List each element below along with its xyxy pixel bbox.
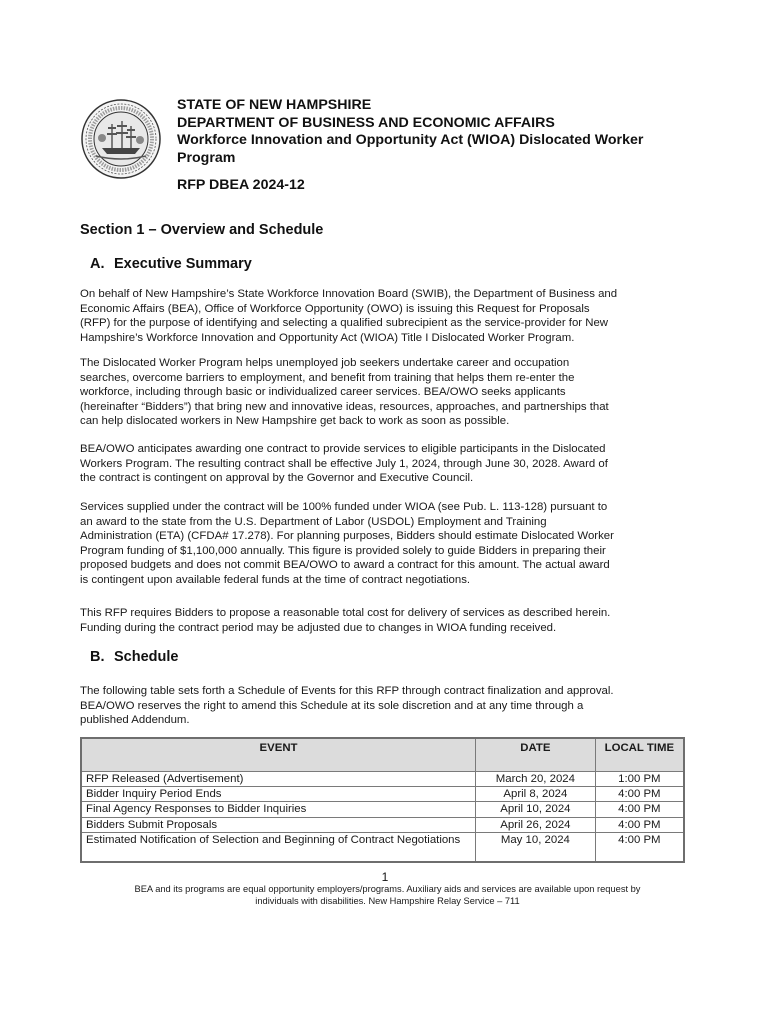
table-header-row [81,738,684,772]
event-cell: Bidders Submit Proposals [81,817,476,832]
text-line: the contract is contingent on approval by the Governor and Executive Council. [80,472,474,485]
table-row [81,817,684,832]
program-title-line-2: Program [177,149,236,166]
text-line: an award to the state from the U.S. Department of Labor (USDOL) Employment and Training [80,515,547,528]
time-cell: 4:00 PM [595,787,684,802]
summary-paragraph-1 [80,287,695,345]
column-header-date: DATE [476,738,596,772]
text-line: Hampshire’s Workforce Innovation and Opportunity Act (WIOA) Title I Dislocated Worker Program. [80,331,575,344]
text-line: Program funding of $1,100,000 annually. This figure is provided solely to guide Bidders in preparing their [80,544,606,557]
table-row [81,772,684,787]
text-line: Funding during the contract period may be adjusted due to changes in WIOA funding received. [80,621,557,634]
event-cell: Estimated Notification of Selection and Beginning of Contract Negotiations [81,832,476,862]
text-line: This RFP requires Bidders to propose a reasonable total cost for delivery of services as described herein. [80,607,611,619]
text-line: published Addendum. [80,714,190,727]
date-cell: May 10, 2024 [476,832,596,862]
text-line: Services supplied under the contract will be 100% funded under WIOA (see Pub. L. 113-128) pursuant to [80,501,608,513]
text-line: proposed budgets and does not commit BEA/OWO to award a contract for this amount. The actual award [80,559,610,572]
text-line: (hereinafter “Bidders”) that bring new and innovative ideas, resources, approaches, and partnerships that [80,400,609,413]
text-line: The Dislocated Worker Program helps unemployed job seekers undertake career and occupation [80,357,570,369]
date-cell: March 20, 2024 [476,772,596,787]
time-cell: 4:00 PM [595,802,684,817]
summary-paragraph-3 [80,442,695,486]
department-name: DEPARTMENT OF BUSINESS AND ECONOMIC AFFAIRS [177,114,555,131]
text-line: On behalf of New Hampshire’s State Workforce Innovation Board (SWIB), the Department of Business and [80,288,618,300]
text-line: BEA/OWO reserves the right to amend this Schedule at its sole discretion and at any time through a [80,699,584,712]
subsection-letter: A. [90,256,105,272]
executive-summary-heading [90,256,252,272]
subsection-letter: B. [90,649,105,665]
schedule-intro [80,684,695,728]
table-row [81,832,684,862]
text-line: (RFP) for the purpose of identifying and selecting a qualified subrecipient as the service-provider for New [80,317,609,330]
text-line: workforce, including through basic or individualized career services. BEA/OWO seeks applicants [80,386,566,399]
text-line: is contingent upon available federal funds at the time of contract negotiations. [80,573,471,586]
program-title-line-1: Workforce Innovation and Opportunity Act (WIOA) Dislocated Worker [177,132,644,148]
text-line: Administration (ETA) (CFDA# 17.278). For planning purposes, Bidders should estimate Dislocated Worker [80,530,614,543]
text-line: BEA/OWO anticipates awarding one contract to provide services to eligible participants in the Dislocated [80,443,606,455]
schedule-table [80,737,685,863]
page-number: 1 [381,870,389,884]
date-cell: April 26, 2024 [476,817,596,832]
time-cell: 4:00 PM [595,817,684,832]
table-row [81,787,684,802]
event-cell: Bidder Inquiry Period Ends [81,787,476,802]
state-name: STATE OF NEW HAMPSHIRE [177,97,372,113]
column-header-local-time: LOCAL TIME [595,738,684,772]
date-cell: April 10, 2024 [476,802,596,817]
time-cell: 1:00 PM [595,772,684,787]
footer-note-line: BEA and its programs are equal opportunity employers/programs. Auxiliary aids and services are available upon request by [134,884,641,894]
footer-note [80,884,695,907]
subsection-title-text: Schedule [114,649,179,665]
date-cell: April 8, 2024 [476,787,596,802]
time-cell: 4:00 PM [595,832,684,862]
event-cell: RFP Released (Advertisement) [81,772,476,787]
text-line: searches, overcome barriers to employment, and benefit from training that helps them re-enter the [80,371,575,384]
footer-note-line: individuals with disabilities. New Hampshire Relay Service – 711 [255,895,520,906]
table-row [81,802,684,817]
text-line: can help dislocated workers in New Hampshire get back to work as soon as possible. [80,415,510,428]
event-cell: Final Agency Responses to Bidder Inquiries [81,802,476,817]
summary-paragraph-5 [80,606,695,635]
state-seal-icon [80,98,162,180]
section-title: Section 1 – Overview and Schedule [80,222,324,238]
subsection-title-text: Executive Summary [114,256,252,272]
rfp-number: RFP DBEA 2024-12 [177,177,305,193]
text-line: The following table sets forth a Schedule of Events for this RFP through contract finalization and approval. [80,685,614,697]
document-header [177,97,717,167]
summary-paragraph-2 [80,356,695,429]
schedule-heading [90,649,178,665]
text-line: Economic Affairs (BEA), Office of Workforce Opportunity (OWO) is issuing this Request for Proposals [80,302,590,315]
text-line: Workers Program. The resulting contract shall be effective July 1, 2024, through June 30, 2028. Award of [80,457,608,470]
summary-paragraph-4 [80,500,695,588]
column-header-event: EVENT [81,738,476,772]
